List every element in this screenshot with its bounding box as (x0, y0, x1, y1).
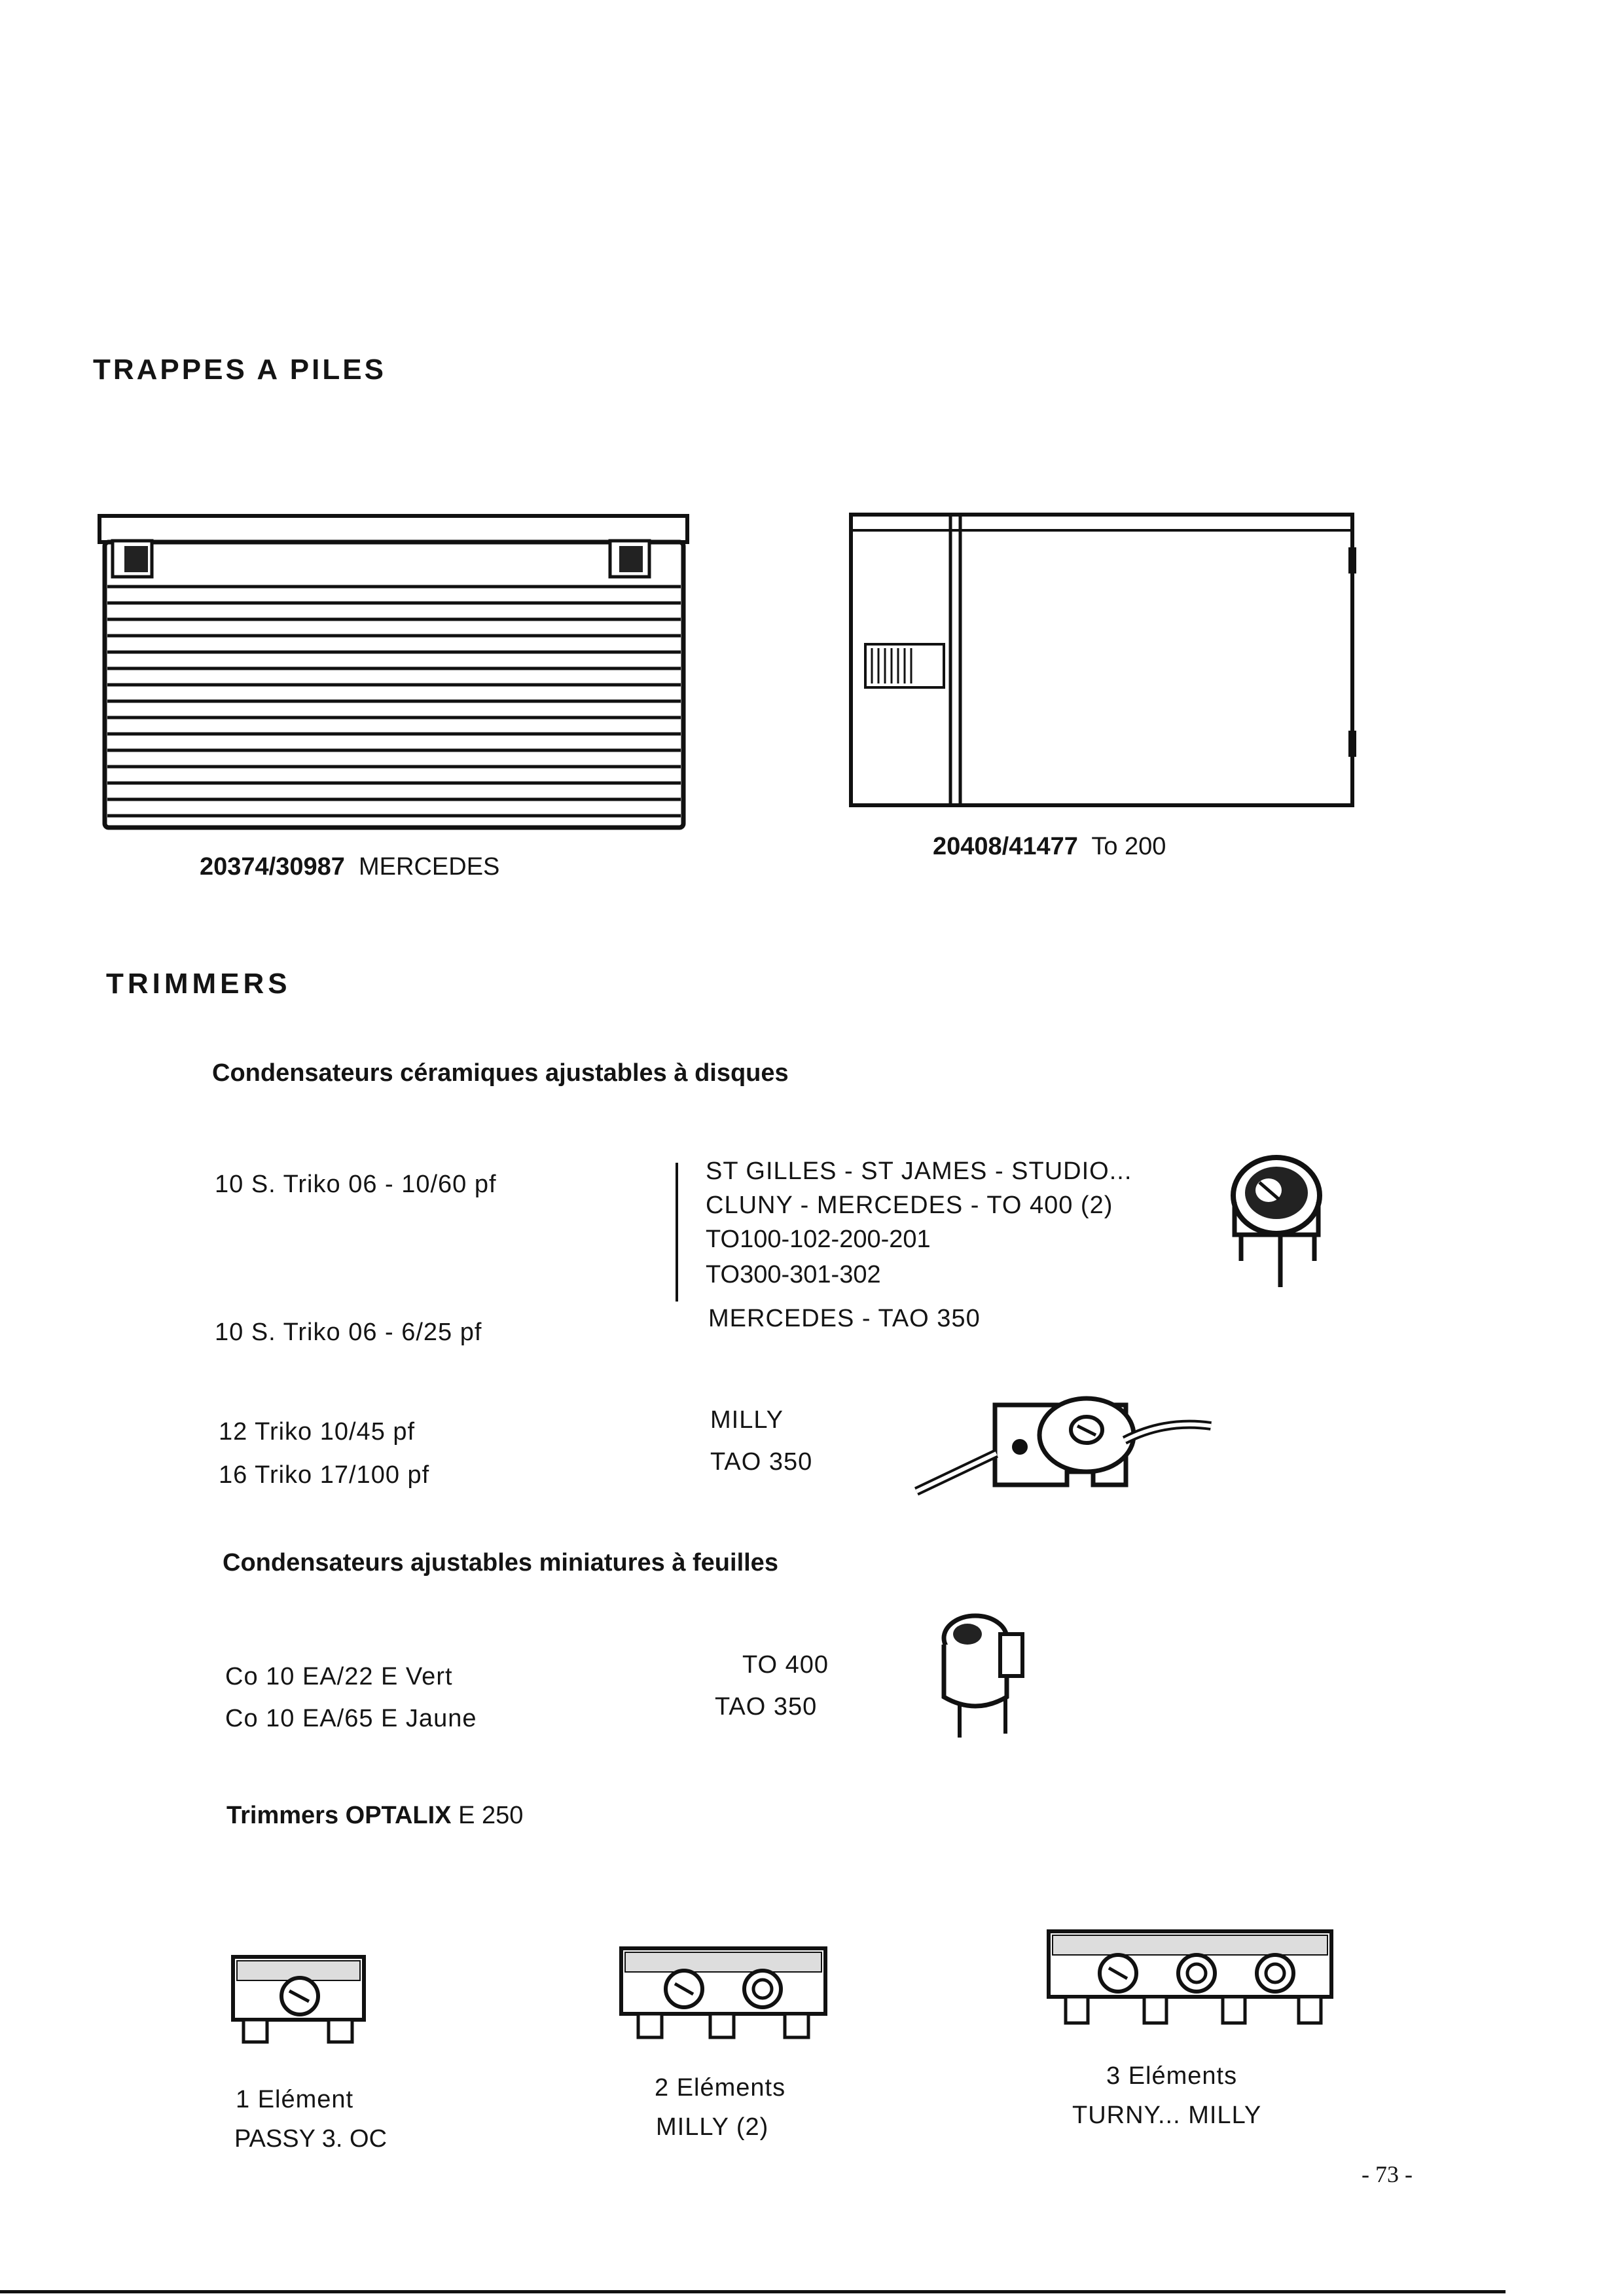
optalix-heading-prefix: Trimmers (226, 1802, 346, 1829)
foil-heading: Condensateurs ajustables miniatures à feuilles (223, 1549, 778, 1576)
battery-cover-mercedes-illustration (93, 508, 695, 835)
foil-models-1: TO 400 (742, 1651, 829, 1679)
ceramic-part-4: 16 Triko 17/100 pf (219, 1461, 430, 1489)
optalix-heading (226, 1802, 523, 1830)
optalix-heading-suffix: E 250 (451, 1802, 524, 1829)
optalix-2-line-1: 2 Eléments (655, 2074, 786, 2102)
disc-trimmer-illustration (1218, 1150, 1335, 1300)
optalix-2-line-2: MILLY (2) (656, 2113, 769, 2141)
ceramic-part-1: 10 S. Triko 06 - 10/60 pf (215, 1171, 497, 1198)
ceramic-models-4: TAO 350 (710, 1448, 813, 1476)
ceramic-models-2: MERCEDES - TAO 350 (708, 1305, 981, 1332)
section-title-trappes: TRAPPES A PILES (93, 354, 386, 386)
foil-models-2: TAO 350 (715, 1693, 818, 1721)
caption-mercedes (200, 853, 499, 881)
model-name: MERCEDES (359, 853, 500, 881)
ceramic-models-1-line-4: TO300-301-302 (706, 1261, 881, 1288)
model-name: To 200 (1091, 833, 1166, 860)
foil-trimmer-illustration (922, 1605, 1066, 1749)
ceramic-models-1-line-2: CLUNY - MERCEDES - TO 400 (2) (706, 1192, 1113, 1219)
lead-trimmer-illustration (903, 1380, 1244, 1504)
ceramic-models-1-line-3: TO100-102-200-201 (706, 1226, 931, 1253)
ceramic-models-3: MILLY (710, 1406, 784, 1434)
optalix-heading-brand: OPTALIX (345, 1802, 452, 1829)
optalix-3-line-2: TURNY... MILLY (1072, 2102, 1262, 2129)
optalix-1-line-2: PASSY 3. OC (234, 2125, 388, 2153)
page-number: - 73 - (1362, 2161, 1413, 2187)
ceramic-heading: Condensateurs céramiques ajustables à disques (212, 1059, 789, 1087)
battery-cover-to200-illustration (846, 508, 1363, 809)
optalix-2-elements-illustration (619, 1946, 828, 2044)
optalix-3-line-1: 3 Eléments (1106, 2062, 1238, 2090)
bracket-divider (676, 1163, 678, 1302)
optalix-1-line-1: 1 Elément (236, 2086, 354, 2113)
optalix-1-element-illustration (230, 1954, 368, 2046)
foil-part-2: Co 10 EA/65 E Jaune (225, 1705, 477, 1732)
optalix-3-elements-illustration (1046, 1922, 1334, 2033)
caption-to200 (933, 833, 1166, 861)
section-title-trimmers: TRIMMERS (106, 968, 291, 1000)
foil-part-1: Co 10 EA/22 E Vert (225, 1663, 453, 1690)
ceramic-part-3: 12 Triko 10/45 pf (219, 1418, 416, 1446)
bottom-rule (0, 2290, 1506, 2293)
ceramic-models-1-line-1: ST GILLES - ST JAMES - STUDIO... (706, 1157, 1132, 1185)
part-code: 20374/30987 (200, 853, 345, 881)
ceramic-part-2: 10 S. Triko 06 - 6/25 pf (215, 1319, 482, 1346)
part-code: 20408/41477 (933, 833, 1078, 860)
